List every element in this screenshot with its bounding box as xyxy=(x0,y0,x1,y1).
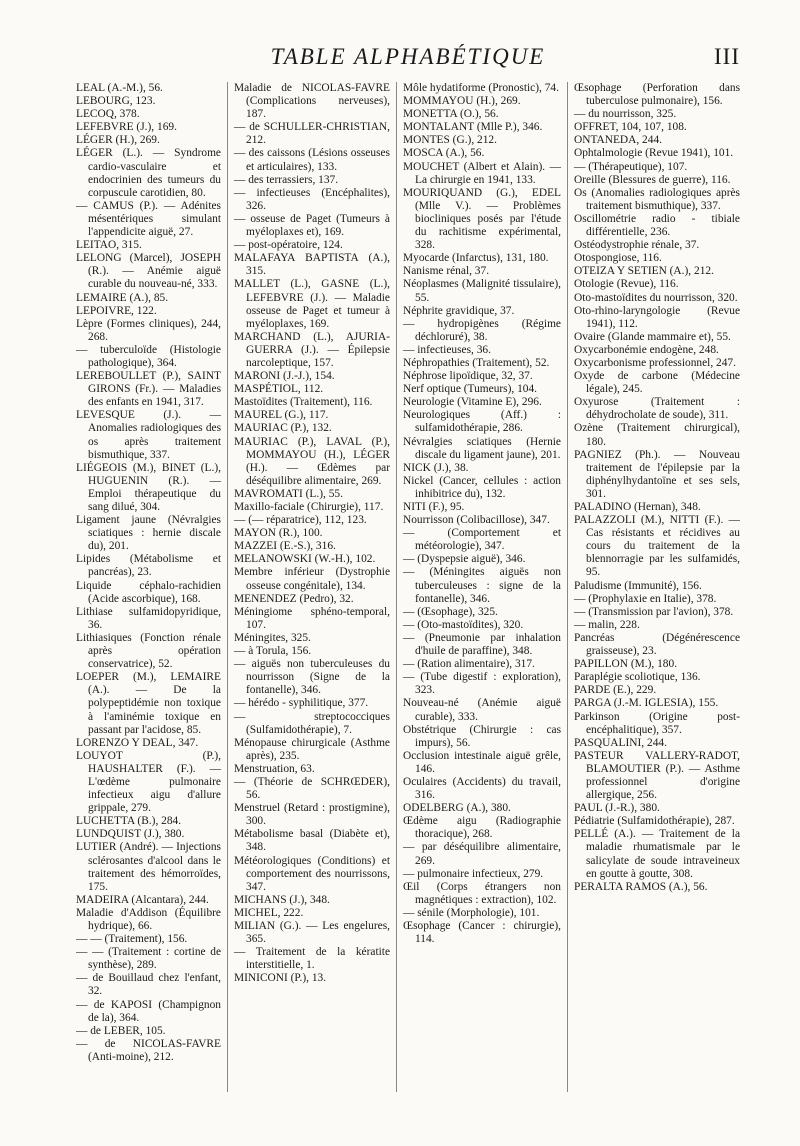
index-entry: MALAFAYA BAPTISTA (A.), 315. xyxy=(234,252,390,278)
index-entry: Méningites, 325. xyxy=(234,631,311,644)
index-entry: Paludisme (Immunité), 156. xyxy=(574,579,702,592)
index-entry: Os (Anomalies radiologiques après traitement bismuthique), 337. xyxy=(574,186,740,212)
index-entry: Oto-rhino-laryngologie (Revue 1941), 112. xyxy=(574,304,740,330)
index-column-1 xyxy=(76,82,227,1092)
index-entry: PERALTA RAMOS (A.), 56. xyxy=(574,880,708,893)
index-entry: MONETTA (O.), 56. xyxy=(403,108,499,121)
index-entry: Néphrose lipoïdique, 32, 37. xyxy=(403,370,533,383)
index-entry: Oxyurose (Traitement : déhydrocholate de soude), 311. xyxy=(574,396,740,422)
index-entry: MOSCA (A.), 56. xyxy=(403,147,485,160)
index-entry: MAUREL (G.), 117. xyxy=(234,409,329,422)
index-entry: — malin, 228. xyxy=(574,618,640,631)
index-entry: — aiguës non tuberculeuses du nourrisson (Signe de la fontanelle), 346. xyxy=(234,658,390,697)
index-entry: LEFEBVRE (J.), 169. xyxy=(76,121,177,134)
index-entry: PASQUALINI, 244. xyxy=(574,736,667,749)
index-column-2 xyxy=(227,82,396,1092)
index-entry: — de NICOLAS-FAVRE (Anti-moine), 212. xyxy=(76,1037,221,1063)
index-entry: — par déséquilibre alimentaire, 269. xyxy=(403,841,561,867)
index-entry: Œil (Corps étrangers non magnétiques : extraction), 102. xyxy=(403,880,561,906)
index-entry: Ozène (Traitement chirurgical), 180. xyxy=(574,422,740,448)
index-entry: MARCHAND (L.), AJURIA-GUERRA (J.). — Épilepsie narcoleptique, 157. xyxy=(234,330,390,369)
index-entry: — sénile (Morphologie), 101. xyxy=(403,906,540,919)
index-entry: LUNDQUIST (J.), 380. xyxy=(76,828,185,841)
index-entry: — (Tube digestif : exploration), 323. xyxy=(403,671,561,697)
index-entry: ONTANEDA, 244. xyxy=(574,134,662,147)
index-entry: Oxyde de carbone (Médecine légale), 245. xyxy=(574,370,740,396)
index-entry: MINICONI (P.), 13. xyxy=(234,972,327,985)
index-entry: Œsophage (Perforation dans tuberculose pulmonaire), 156. xyxy=(574,82,740,108)
index-entry: Lithiasiques (Fonction rénale après opération conservatrice), 52. xyxy=(76,631,221,671)
index-entry: Liquide céphalo-rachidien (Acide ascorbique), 168. xyxy=(76,579,221,605)
index-entry: Môle hydatiforme (Pronostic), 74. xyxy=(403,82,559,94)
index-entry: Oxycarbonémie endogène, 248. xyxy=(574,343,719,356)
index-entry: MADEIRA (Alcantara), 244. xyxy=(76,893,209,906)
index-entry: LEPOIVRE, 122. xyxy=(76,304,157,317)
index-entry: PARGA (J.-M. IGLESIA), 155. xyxy=(574,697,719,710)
index-entry: — (Pneumonie par inhalation d'huile de paraffine), 348. xyxy=(403,631,561,658)
index-entry: Menstruation, 63. xyxy=(234,762,315,775)
index-entry: MAVROMATI (L.), 55. xyxy=(234,487,343,500)
index-entry: — Traitement de la kératite interstitielle, 1. xyxy=(234,946,390,972)
index-entry: — osseuse de Paget (Tumeurs à myéloplaxes et), 169. xyxy=(234,212,390,239)
index-entry: — infectieuses, 36. xyxy=(403,343,491,356)
index-entry: Lipides (Métabolisme et pancréas), 23. xyxy=(76,553,221,579)
index-entry: Menstruel (Retard : prostigmine), 300. xyxy=(234,802,390,828)
index-entry: MONTALANT (Mlle P.), 346. xyxy=(403,121,543,134)
index-entry: Maxillo-faciale (Chirurgie), 117. xyxy=(234,501,384,513)
index-entry: — streptococciques (Sulfamidothérapie), 7. xyxy=(234,710,390,736)
index-entry: MONTES (G.), 212. xyxy=(403,134,497,147)
index-entry: LECOQ, 378. xyxy=(76,108,140,121)
index-entry: — pulmonaire infectieux, 279. xyxy=(403,867,544,880)
index-entry: Ovaire (Glande mammaire et), 55. xyxy=(574,330,731,343)
index-entry: LIÉGEOIS (M.), BINET (L.), HUGUENIN (R.). — Emploi thérapeutique du sang dilué, 304. xyxy=(76,461,221,513)
index-entry: MICHANS (J.), 348. xyxy=(234,893,330,906)
index-entry: — de Bouillaud chez l'enfant, 32. xyxy=(76,972,221,998)
index-entry: LEITAO, 315. xyxy=(76,239,142,252)
index-entry: Œsophage (Cancer : chirurgie), 114. xyxy=(403,920,561,946)
page-header xyxy=(76,44,740,80)
index-entry: — hérédo - syphilitique, 377. xyxy=(234,697,369,710)
index-entry: Oreille (Blessures de guerre), 116. xyxy=(574,173,731,186)
index-entry: Néphropathies (Traitement), 52. xyxy=(403,356,550,369)
index-entry: — (Prophylaxie en Italie), 378. xyxy=(574,592,717,605)
index-entry: Otospongiose, 116. xyxy=(574,252,662,265)
index-entry: MOURIQUAND (G.), EDEL (Mlle V.). — Problèmes biocliniques posés par l'étude du rachitisme expérimental, 328. xyxy=(403,186,561,252)
index-entry: Membre inférieur (Dystrophie osseuse congénitale), 134. xyxy=(234,566,390,592)
index-entry: LUCHETTA (B.), 284. xyxy=(76,815,182,828)
index-entry: — infectieuses (Encéphalites), 326. xyxy=(234,186,390,212)
index-entry: MARONI (J.-J.), 154. xyxy=(234,370,335,383)
index-column-3 xyxy=(396,82,567,1092)
index-entry: — (Thérapeutique), 107. xyxy=(574,160,688,173)
index-entry: Mastoïdites (Traitement), 116. xyxy=(234,396,373,409)
index-entry: Lèpre (Formes cliniques), 244, 268. xyxy=(76,317,221,343)
index-entry: — (— réparatrice), 112, 123. xyxy=(234,514,367,527)
index-entry: — — (Traitement : cortine de synthèse), 289. xyxy=(76,946,221,972)
index-entry: — de SCHULLER-CHRISTIAN, 212. xyxy=(234,121,390,147)
index-entry: MASPÉTIOL, 112. xyxy=(234,383,324,396)
index-entry: — des caissons (Lésions osseuses et articulaires), 133. xyxy=(234,147,390,173)
index-entry: — de KAPOSI (Champignon de la), 364. xyxy=(76,998,221,1024)
index-entry: — (Transmission par l'avion), 378. xyxy=(574,605,734,618)
index-entry: — (Théorie de SCHRŒDER), 56. xyxy=(234,775,390,802)
index-entry: — (Ration alimentaire), 317. xyxy=(403,658,535,671)
index-entry: Ophtalmologie (Revue 1941), 101. xyxy=(574,147,734,160)
index-entry: — (Œsophage), 325. xyxy=(403,605,498,618)
index-entry: LEAL (A.-M.), 56. xyxy=(76,82,163,94)
index-entry: MALLET (L.), GASNE (L.), LEFEBVRE (J.). — Maladie osseuse de Paget et tumeur à myéloplaxes, 169. xyxy=(234,278,390,330)
index-entry: Méningiome sphéno-temporal, 107. xyxy=(234,605,390,631)
index-entry: NITI (F.), 95. xyxy=(403,501,465,513)
index-entry: LÉGER (L.). — Syndrome cardio-vasculaire et endocrinien des tumeurs du corpuscule carotidien, 80. xyxy=(76,147,221,199)
index-entry: NICK (J.), 38. xyxy=(403,461,469,474)
index-entry: MENENDEZ (Pedro), 32. xyxy=(234,592,354,605)
index-entry: Neurologie (Vitamine E), 296. xyxy=(403,396,542,409)
index-column-4 xyxy=(567,82,740,1092)
index-entry: — de LEBER, 105. xyxy=(76,1024,166,1037)
index-entry: Météorologiques (Conditions) et comportement des nourrissons, 347. xyxy=(234,854,390,893)
index-entry: ODELBERG (A.), 380. xyxy=(403,802,511,815)
index-entry: LEBOURG, 123. xyxy=(76,95,156,108)
index-entry: PARDE (E.), 229. xyxy=(574,684,657,697)
index-entry: LOEPER (M.), LEMAIRE (A.). — De la polypeptidémie non toxique à l'aminémie toxique en passant par l'acidose, 85. xyxy=(76,671,221,736)
index-entry: Pancréas (Dégénérescence graisseuse), 23. xyxy=(574,631,740,658)
index-entry: — (Comportement et météorologie), 347. xyxy=(403,527,561,553)
index-entry: LEVESQUE (J.). — Anomalies radiologiques des os après traitement bismuthique, 337. xyxy=(76,409,221,461)
index-entry: Nickel (Cancer, cellules : action inhibitrice du), 132. xyxy=(403,474,561,500)
index-entry: LOUYOT (P.), HAUSHALTER (F.). — L'œdème pulmonaire infectieux aigu d'allure grippale, 279. xyxy=(76,749,221,815)
index-entry: Myocarde (Infarctus), 131, 180. xyxy=(403,252,549,265)
index-entry: Maladie de NICOLAS-FAVRE (Complications nerveuses), 187. xyxy=(234,82,390,121)
index-entry: — du nourrisson, 325. xyxy=(574,108,677,121)
index-entry: LEREBOULLET (P.), SAINT GIRONS (Fr.). — Maladies des enfants en 1941, 317. xyxy=(76,370,221,409)
index-entry: Nourrisson (Colibacillose), 347. xyxy=(403,514,550,527)
index-entry: Lithiase sulfamidopyridique, 36. xyxy=(76,605,221,631)
index-entry: Nerf optique (Tumeurs), 104. xyxy=(403,383,538,396)
index-entry: — (Méningites aiguës non tuberculeuses : signe de la fontanelle), 346. xyxy=(403,566,561,605)
index-entry: — — (Traitement), 156. xyxy=(76,933,188,946)
index-entry: Pédiatrie (Sulfamidothérapie), 287. xyxy=(574,815,735,828)
index-entry: MAZZEI (E.-S.), 316. xyxy=(234,540,336,553)
index-entry: OFFRET, 104, 107, 108. xyxy=(574,121,687,134)
index-entry: Néphrite gravidique, 37. xyxy=(403,304,515,317)
index-entry: MELANOWSKI (W.-H.), 102. xyxy=(234,553,376,566)
index-entry: Oscillométrie radio - tibiale différentielle, 236. xyxy=(574,212,740,239)
index-entry: Nouveau-né (Anémie aiguë curable), 333. xyxy=(403,697,561,723)
index-entry: — (Oto-mastoïdites), 320. xyxy=(403,618,524,631)
index-entry: MAURIAC (P.), 132. xyxy=(234,422,332,435)
index-entry: Occlusion intestinale aiguë grêle, 146. xyxy=(403,749,561,775)
index-entry: PALAZZOLI (M.), NITTI (F.). — Cas résistants et récidives au cours du traitement de la blennorragie par les sulfamidés, 95. xyxy=(574,514,740,579)
index-entry: MOUCHET (Albert et Alain). — La chirurgie en 1941, 133. xyxy=(403,160,561,186)
index-entry: LEMAIRE (A.), 85. xyxy=(76,291,169,304)
index-entry: Otologie (Revue), 116. xyxy=(574,278,679,291)
index-entry: — hydropigènes (Régime déchloruré), 38. xyxy=(403,317,561,343)
index-entry: — (Dyspepsie aiguë), 346. xyxy=(403,553,526,566)
page-title: TABLE ALPHABÉTIQUE xyxy=(270,44,546,69)
index-entry: MAURIAC (P.), LAVAL (P.), MOMMAYOU (H.), LÉGER (H.). — Œdèmes par déséquilibre alimentaire, 269. xyxy=(234,435,390,487)
index-entry: — des terrassiers, 137. xyxy=(234,173,339,186)
index-entry: PELLÉ (A.). — Traitement de la maladie rhumatismale par le salicylate de soude intraveineux en goutte à goutte, 308. xyxy=(574,828,740,880)
index-entry: Oxycarbonisme professionnel, 247. xyxy=(574,356,736,369)
index-columns xyxy=(76,82,740,1092)
index-entry: Parkinson (Origine post-encéphalitique), 357. xyxy=(574,710,740,736)
index-entry: LORENZO Y DEAL, 347. xyxy=(76,736,199,749)
index-entry: Oculaires (Accidents) du travail, 316. xyxy=(403,775,561,802)
index-entry: Métabolisme basal (Diabète et), 348. xyxy=(234,828,390,854)
index-entry: Neurologiques (Aff.) : sulfamidothérapie, 286. xyxy=(403,409,561,435)
index-entry: Néoplasmes (Malignité tissulaire), 55. xyxy=(403,278,561,304)
index-entry: Névralgies sciatiques (Hernie discale du ligament jaune), 201. xyxy=(403,435,561,461)
page-number: III xyxy=(714,44,740,69)
index-entry: PALADINO (Hernan), 348. xyxy=(574,501,701,513)
index-entry: — tuberculoïde (Histologie pathologique), 364. xyxy=(76,343,221,369)
index-entry: OTEIZA Y SETIEN (A.), 212. xyxy=(574,265,714,278)
index-entry: LUTIER (André). — Injections sclérosantes d'alcool dans le traitement des hémorroïdes, 175. xyxy=(76,841,221,893)
index-entry: Obstétrique (Chirurgie : cas impurs), 56. xyxy=(403,723,561,749)
index-entry: LELONG (Marcel), JOSEPH (R.). — Anémie aiguë curable du nouveau-né, 333. xyxy=(76,252,221,291)
index-entry: PAUL (J.-R.), 380. xyxy=(574,802,660,815)
index-entry: PAGNIEZ (Ph.). — Nouveau traitement de l'épilepsie par la diphénylhydantoïne et ses sels, 301. xyxy=(574,448,740,500)
index-entry: Ménopause chirurgicale (Asthme après), 235. xyxy=(234,736,390,762)
index-entry: MAYON (R.), 100. xyxy=(234,527,323,540)
index-entry: Maladie d'Addison (Équilibre hydrique), 66. xyxy=(76,906,221,932)
index-entry: Paraplégie scoliotique, 136. xyxy=(574,671,701,684)
index-entry: MILIAN (G.). — Les engelures, 365. xyxy=(234,920,390,946)
index-entry: Ostéodystrophie rénale, 37. xyxy=(574,239,700,252)
index-entry: Œdème aigu (Radiographie thoracique), 268. xyxy=(403,815,561,841)
index-entry: LÉGER (H.), 269. xyxy=(76,134,160,147)
index-entry: Oto-mastoïdites du nourrisson, 320. xyxy=(574,291,738,304)
index-entry: PASTEUR VALLERY-RADOT, BLAMOUTIER (P.). — Asthme professionnel d'origine allergique, 256. xyxy=(574,749,740,802)
index-entry: — à Torula, 156. xyxy=(234,645,312,658)
index-entry: PAPILLON (M.), 180. xyxy=(574,658,678,671)
index-entry: — CAMUS (P.). — Adénites mésentériques simulant l'appendicite aiguë, 27. xyxy=(76,199,221,239)
index-entry: MICHEL, 222. xyxy=(234,906,304,919)
index-entry: Ligament jaune (Névralgies sciatiques : hernie discale du), 201. xyxy=(76,514,221,553)
index-entry: MOMMAYOU (H.), 269. xyxy=(403,95,521,108)
index-entry: — post-opératoire, 124. xyxy=(234,239,343,252)
index-entry: Nanisme rénal, 37. xyxy=(403,265,490,278)
